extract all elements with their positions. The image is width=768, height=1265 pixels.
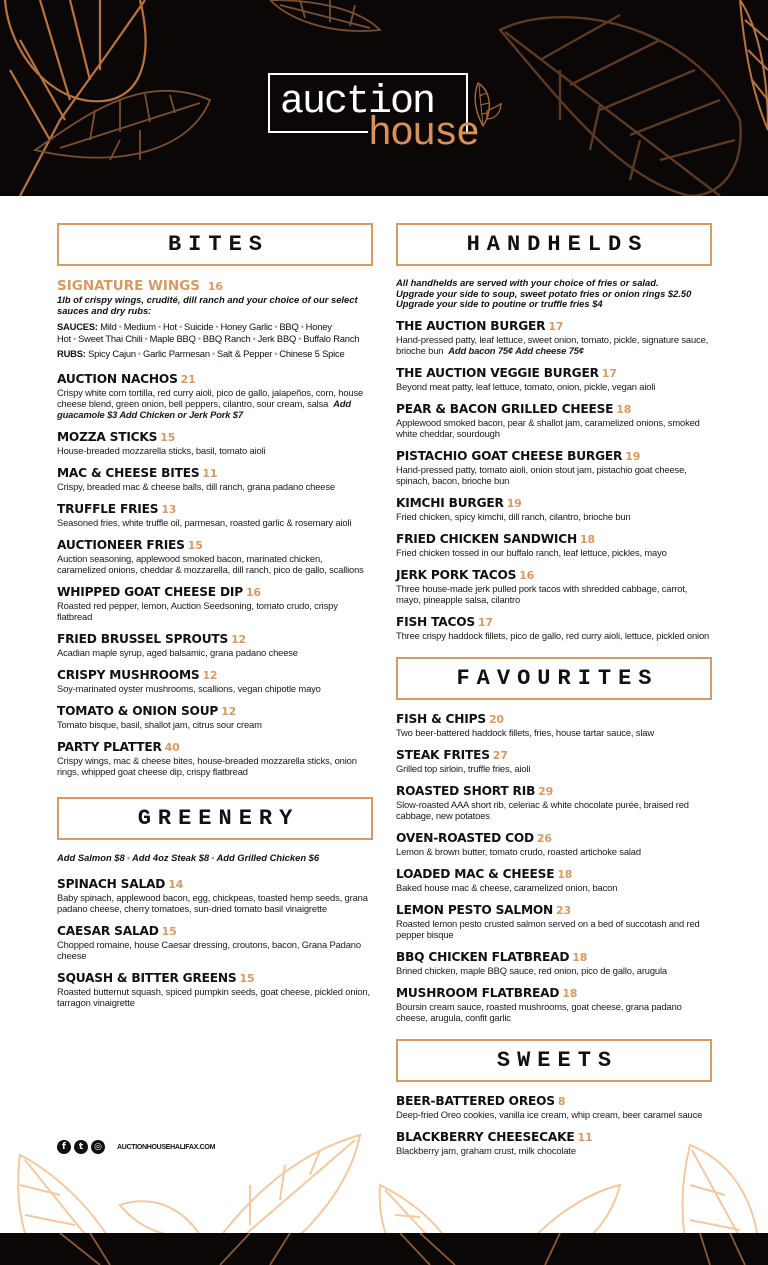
list-value: Spicy Cajun	[88, 348, 136, 359]
item-name	[396, 867, 712, 882]
item-name-text: SIGNATURE WINGS	[57, 278, 201, 294]
item-name	[57, 924, 373, 939]
item-name	[57, 740, 373, 755]
item-description	[57, 517, 373, 528]
list-value: Salt & Pepper	[216, 348, 273, 359]
item-price: 15	[161, 925, 177, 938]
item-name	[396, 449, 712, 464]
menu-item	[396, 568, 712, 605]
item-name	[57, 538, 373, 553]
handhelds-item-list	[396, 319, 712, 641]
menu-item	[57, 372, 373, 420]
item-price: 11	[577, 1130, 593, 1144]
item-price: 15	[187, 539, 203, 552]
list-value: Mild	[100, 321, 117, 332]
menu-item	[396, 748, 712, 774]
item-description	[396, 417, 712, 439]
item-description	[396, 511, 712, 522]
item-description-text: Slow-roasted AAA short rib, celeriac & white chocolate purée, braised red cabbage, new potatoes	[396, 798, 689, 821]
item-name-text: SQUASH & BITTER GREENS	[57, 971, 237, 985]
menu-item	[396, 496, 712, 522]
logo-text-auction: auction	[280, 80, 435, 125]
rubs-values	[88, 348, 344, 359]
item-name-text: PARTY PLATTER	[57, 740, 162, 754]
separator-dot: •	[197, 333, 201, 344]
item-description-text: Seasoned fries, white truffle oil, parmesan, roasted garlic & rosemary aioli	[57, 517, 352, 528]
right-column	[396, 223, 712, 1166]
item-description	[396, 334, 712, 356]
item-description	[396, 846, 712, 857]
separator-dot: •	[157, 321, 161, 332]
item-price: 18	[557, 867, 573, 881]
item-name	[396, 950, 712, 965]
list-value: Add Grilled Chicken $6	[216, 852, 320, 863]
item-description	[396, 918, 712, 940]
item-name	[57, 430, 373, 445]
item-description-text: Hand-pressed patty, leaf lettuce, sweet onion, tomato, pickle, signature sauce, brioche bun	[396, 333, 709, 356]
brand-logo	[268, 73, 508, 163]
list-value: Buffalo Ranch	[303, 333, 360, 344]
item-description-text: Tomato bisque, basil, shallot jam, citrus sour cream	[57, 719, 262, 730]
menu-item	[396, 319, 712, 356]
item-name-text: FRIED CHICKEN SANDWICH	[396, 531, 578, 546]
menu-item	[57, 877, 373, 914]
item-price: 16	[519, 568, 535, 582]
item-price: 15	[239, 972, 255, 985]
footer-leaf-pattern	[0, 1233, 768, 1265]
item-description-text: Soy-marinated oyster mushrooms, scallions, vegan chipotle mayo	[57, 683, 321, 694]
sauces-label: SAUCES:	[57, 321, 98, 332]
item-description-text: Crispy white corn tortilla, red curry aioli, pico de gallo, jalapeños, corn, house cheese blend, green onion, bell peppers, cilantro, sour cream, salsa	[57, 387, 364, 409]
item-description	[57, 939, 373, 961]
list-value: Garlic Parmesan	[143, 348, 210, 359]
item-name-text: JERK PORK TACOS	[396, 567, 517, 582]
item-price: 17	[548, 319, 564, 333]
item-name-text: SPINACH SALAD	[57, 877, 166, 891]
item-description-text: House-breaded mozzarella sticks, basil, tomato aioli	[57, 445, 266, 456]
item-description	[396, 464, 712, 486]
item-price: 21	[180, 373, 196, 386]
section-header-sweets	[396, 1039, 712, 1082]
separator-dot: •	[144, 333, 148, 344]
item-name	[57, 704, 373, 719]
footer-band	[0, 1233, 768, 1265]
item-description-text: Crispy, breaded mac & cheese balls, dill ranch, grana padano cheese	[57, 481, 335, 492]
list-value: BBQ	[279, 321, 299, 332]
menu-item-signature-wings	[57, 278, 373, 360]
item-name-text: FISH TACOS	[396, 614, 475, 629]
list-value: BBQ Ranch	[202, 333, 251, 344]
handhelds-notes	[396, 278, 712, 310]
item-name	[57, 971, 373, 986]
item-description	[396, 547, 712, 558]
item-name	[396, 568, 712, 583]
section-header-greenery	[57, 797, 373, 840]
menu-item	[57, 538, 373, 575]
item-name	[57, 372, 373, 387]
item-name	[57, 668, 373, 683]
item-description-text: Baked house mac & cheese, caramelized onion, bacon	[396, 881, 618, 893]
section-header-bites	[57, 223, 373, 266]
item-name	[57, 632, 373, 647]
item-price: 12	[231, 633, 247, 646]
item-name	[57, 278, 373, 295]
item-name-text: MUSHROOM FLATBREAD	[396, 985, 560, 1000]
item-description	[57, 683, 373, 694]
item-description-text: Lemon & brown butter, tomato crudo, roasted artichoke salad	[396, 845, 641, 857]
item-name-text: FISH & CHIPS	[396, 711, 486, 726]
item-name-text: LOADED MAC & CHEESE	[396, 866, 555, 881]
item-name-text: STEAK FRITES	[396, 747, 490, 762]
item-name	[57, 466, 373, 481]
item-description	[396, 965, 712, 976]
item-name-text: THE AUCTION BURGER	[396, 318, 546, 333]
list-value: Honey Hot	[57, 321, 332, 344]
section-title: GREENERY	[137, 806, 300, 831]
item-description-text: Baby spinach, applewood bacon, egg, chickpeas, toasted hemp seeds, grana padano cheese, cherry tomatoes, sun-dried tomato basil vinaigrette	[57, 892, 368, 914]
item-price: 19	[506, 496, 522, 510]
sauces-values	[57, 321, 359, 344]
item-description	[396, 727, 712, 738]
separator-dot: •	[126, 852, 131, 863]
menu-item	[396, 449, 712, 486]
separator-dot: •	[73, 333, 77, 344]
twitter-icon[interactable]: t	[74, 1140, 88, 1154]
item-price: 17	[601, 366, 617, 380]
item-price: 18	[616, 402, 632, 416]
item-price: 40	[164, 741, 180, 754]
item-name-text: PISTACHIO GOAT CHEESE BURGER	[396, 448, 623, 463]
item-description-text: Hand-pressed patty, tomato aioli, onion stout jam, pistachio goat cheese, spinach, bacon, brioche bun	[396, 463, 687, 486]
item-description-text: Deep-fried Oreo cookies, vanilla ice cream, whip cream, beer caramel sauce	[396, 1108, 703, 1120]
item-name	[396, 532, 712, 547]
item-description-text: Fried chicken tossed in our buffalo ranch, leaf lettuce, pickles, mayo	[396, 546, 667, 558]
item-description-text: Three crispy haddock fillets, pico de gallo, red curry aioli, lettuce, pickled onion	[396, 629, 710, 641]
item-price: 29	[538, 784, 554, 798]
menu-item	[396, 831, 712, 857]
item-name	[396, 496, 712, 511]
separator-dot: •	[215, 321, 219, 332]
note-line: Upgrade your side to soup, sweet potato fries or onion rings $2.50	[396, 287, 692, 299]
item-price: 16	[245, 586, 261, 599]
item-description-text: Two beer-battered haddock fillets, fries, house tartar sauce, slaw	[396, 726, 654, 738]
section-title: HANDHELDS	[466, 232, 649, 257]
greenery-addons	[57, 852, 373, 863]
item-name-text: WHIPPED GOAT CHEESE DIP	[57, 585, 243, 599]
item-name-text: AUCTION NACHOS	[57, 372, 178, 386]
separator-dot: •	[211, 852, 215, 863]
item-name-text: FRIED BRUSSEL SPROUTS	[57, 632, 229, 646]
item-description	[57, 387, 373, 420]
list-value: Suicide	[184, 321, 214, 332]
menu-item	[57, 632, 373, 658]
section-header-handhelds	[396, 223, 712, 266]
item-description-text: Roasted butternut squash, spiced pumpkin seeds, goat cheese, pickled onion, tarragon vinaigrette	[57, 986, 370, 1008]
item-name	[396, 831, 712, 846]
item-description-text: Blackberry jam, graham crust, milk chocolate	[396, 1144, 576, 1156]
item-price: 8	[557, 1094, 566, 1108]
item-price: 11	[202, 467, 218, 480]
separator-dot: •	[252, 333, 256, 344]
section-title: FAVOURITES	[456, 665, 659, 691]
item-description	[57, 755, 373, 777]
item-name	[396, 712, 712, 727]
item-name-text: CAESAR SALAD	[57, 924, 159, 938]
item-addon: Add guacamole $3 Add Chicken or Jerk Pork $7	[57, 398, 351, 420]
item-description	[396, 882, 712, 893]
section-title: BITES	[167, 232, 269, 257]
website-link[interactable]: AUCTIONHOUSEHALIFAX.COM	[117, 1143, 216, 1151]
menu-item	[396, 784, 712, 821]
menu-item	[57, 430, 373, 456]
item-description	[396, 381, 712, 392]
item-description	[57, 445, 373, 456]
favourites-item-list	[396, 712, 712, 1023]
item-price: 27	[492, 748, 508, 762]
item-description	[396, 1001, 712, 1023]
menu-item	[57, 502, 373, 528]
greenery-item-list	[57, 877, 373, 1008]
menu-item	[396, 402, 712, 439]
item-description-text: Roasted red pepper, lemon, Auction Seedsoning, tomato crudo, crispy flatbread	[57, 600, 338, 622]
item-description-text: Roasted lemon pesto crusted salmon served on a bed of succotash and red pepper bisque	[396, 917, 700, 940]
item-description-text: Acadian maple syrup, aged balsamic, grana padano cheese	[57, 647, 298, 658]
menu-item	[396, 366, 712, 392]
item-name-text: ROASTED SHORT RIB	[396, 783, 536, 798]
item-name-text: LEMON PESTO SALMON	[396, 902, 554, 917]
item-description	[57, 600, 373, 622]
logo-text-house: house	[368, 112, 479, 157]
menu-item	[57, 740, 373, 777]
list-value: Honey Garlic	[220, 321, 273, 332]
separator-dot: •	[274, 321, 278, 332]
list-value: Add 4oz Steak $8	[132, 852, 210, 863]
section-title: SWEETS	[496, 1047, 619, 1073]
item-name-text: CRISPY MUSHROOMS	[57, 668, 200, 682]
item-name-text: BLACKBERRY CHEESECAKE	[396, 1129, 575, 1144]
item-name-text: OVEN-ROASTED COD	[396, 830, 534, 845]
instagram-icon[interactable]: ◎	[91, 1140, 105, 1154]
item-name	[396, 402, 712, 417]
item-price: 18	[562, 986, 578, 1000]
item-description	[57, 986, 373, 1008]
item-description-text: Beyond meat patty, leaf lettuce, tomato, onion, pickle, vegan aioli	[396, 380, 656, 392]
menu-item	[57, 585, 373, 622]
item-name-text: BEER-BATTERED OREOS	[396, 1093, 555, 1108]
sauces-list	[57, 321, 373, 345]
menu-item	[396, 986, 712, 1023]
item-name-text: MAC & CHEESE BITES	[57, 466, 200, 480]
item-description-text: Three house-made jerk pulled pork tacos with shredded cabbage, carrot, mayo, pineapple salsa, cilantro	[396, 582, 688, 605]
item-description	[396, 799, 712, 821]
list-value: Chinese 5 Spice	[279, 348, 345, 359]
item-description	[57, 647, 373, 658]
menu-item	[396, 712, 712, 738]
separator-dot: •	[178, 321, 183, 332]
bites-item-list	[57, 372, 373, 777]
logo-frame-bottom	[268, 131, 368, 133]
item-description-text: Chopped romaine, house Caesar dressing, croutons, bacon, Grana Padano cheese	[57, 939, 361, 961]
item-name	[396, 366, 712, 381]
list-value: Maple BBQ	[149, 333, 196, 344]
item-description	[396, 763, 712, 774]
item-price: 12	[221, 705, 237, 718]
menu-item	[57, 704, 373, 730]
item-description	[396, 630, 712, 641]
item-name-text: BBQ CHICKEN FLATBREAD	[396, 949, 570, 964]
rubs-list	[57, 348, 373, 360]
left-column	[57, 223, 373, 1018]
item-name-text: KIMCHI BURGER	[396, 495, 504, 510]
item-name	[396, 615, 712, 630]
list-value: Medium	[123, 321, 156, 332]
item-name	[57, 585, 373, 600]
menu-item	[396, 532, 712, 558]
item-price: 26	[536, 831, 552, 845]
item-description-text: Grilled top sirloin, truffle fries, aioli	[396, 762, 531, 774]
section-header-favourites	[396, 657, 712, 700]
item-description-text: Brined chicken, maple BBQ sauce, red onion, pico de gallo, arugula	[396, 964, 667, 976]
item-name-text: TOMATO & ONION SOUP	[57, 704, 219, 718]
item-description-text: Auction seasoning, applewood smoked bacon, marinated chicken, caramelized onions, cheddar & mozzarella, dill ranch, pico de gallo, scallions	[57, 553, 364, 575]
menu-item	[57, 668, 373, 694]
item-price: 19	[625, 449, 641, 463]
list-value: Sweet Thai Chili	[78, 333, 143, 344]
separator-dot: •	[211, 348, 215, 359]
item-description	[57, 481, 373, 492]
note-line: Upgrade your side to poutine or truffle fries $4	[396, 298, 603, 309]
item-price: 12	[202, 669, 218, 682]
item-name	[396, 903, 712, 918]
menu-item	[57, 971, 373, 1008]
separator-dot: •	[118, 321, 122, 332]
facebook-icon[interactable]: f	[57, 1140, 71, 1154]
item-name-text: AUCTIONEER FRIES	[57, 538, 185, 552]
item-price: 15	[160, 431, 176, 444]
item-price: 18	[572, 950, 588, 964]
item-description	[396, 583, 712, 605]
item-description	[57, 892, 373, 914]
item-name	[396, 784, 712, 799]
item-price: 16	[207, 280, 224, 293]
item-description-text: Fried chicken, spicy kimchi, dill ranch, cilantro, brioche bun	[396, 510, 631, 522]
item-name	[396, 319, 712, 334]
item-name-text: TRUFFLE FRIES	[57, 502, 159, 516]
item-price: 13	[161, 503, 177, 516]
item-price: 20	[488, 712, 504, 726]
item-description	[57, 719, 373, 730]
item-name-text: THE AUCTION VEGGIE BURGER	[396, 365, 599, 380]
list-value: Add Salmon $8	[57, 852, 125, 863]
item-name-text: PEAR & BACON GRILLED CHEESE	[396, 401, 614, 416]
separator-dot: •	[274, 348, 278, 359]
item-name	[396, 748, 712, 763]
item-description-text: Boursin cream sauce, roasted mushrooms, goat cheese, grana padano cheese, arugula, confit garlic	[396, 1000, 682, 1023]
separator-dot: •	[300, 321, 304, 332]
separator-dot: •	[298, 333, 302, 344]
item-intro: 1lb of crispy wings, crudité, dill ranch and your choice of our select sauces and dry rubs:	[57, 294, 358, 316]
item-price: 18	[580, 532, 595, 546]
menu-item	[57, 924, 373, 961]
item-description-text: Applewood smoked bacon, pear & shallot jam, caramelized onions, smoked white cheddar, sourdough	[396, 416, 700, 439]
item-price: 14	[168, 878, 184, 891]
item-addon: Add bacon 75¢ Add cheese 75¢	[448, 344, 584, 356]
menu-item	[396, 867, 712, 893]
item-price: 23	[556, 903, 571, 917]
menu-item	[396, 615, 712, 641]
item-description	[57, 553, 373, 575]
menu-item	[396, 903, 712, 940]
logo-leaf-icon	[473, 81, 503, 131]
menu-item	[57, 466, 373, 492]
separator-dot: •	[137, 348, 142, 359]
list-value: Hot	[162, 321, 177, 332]
menu-item	[396, 950, 712, 976]
social-footer	[57, 1140, 215, 1154]
item-description-text: Crispy wings, mac & cheese bites, house-breaded mozzarella sticks, onion rings, whipped goat cheese dip, crispy flatbread	[57, 755, 357, 777]
item-name	[57, 502, 373, 517]
rubs-label: RUBS:	[57, 348, 86, 359]
item-price: 17	[477, 615, 493, 629]
list-value: Jerk BBQ	[257, 333, 297, 344]
item-name-text: MOZZA STICKS	[57, 430, 158, 444]
item-name	[396, 986, 712, 1001]
header-banner	[0, 0, 768, 196]
item-name	[57, 877, 373, 892]
note-line: All handhelds are served with your choice of fries or salad.	[396, 277, 659, 288]
